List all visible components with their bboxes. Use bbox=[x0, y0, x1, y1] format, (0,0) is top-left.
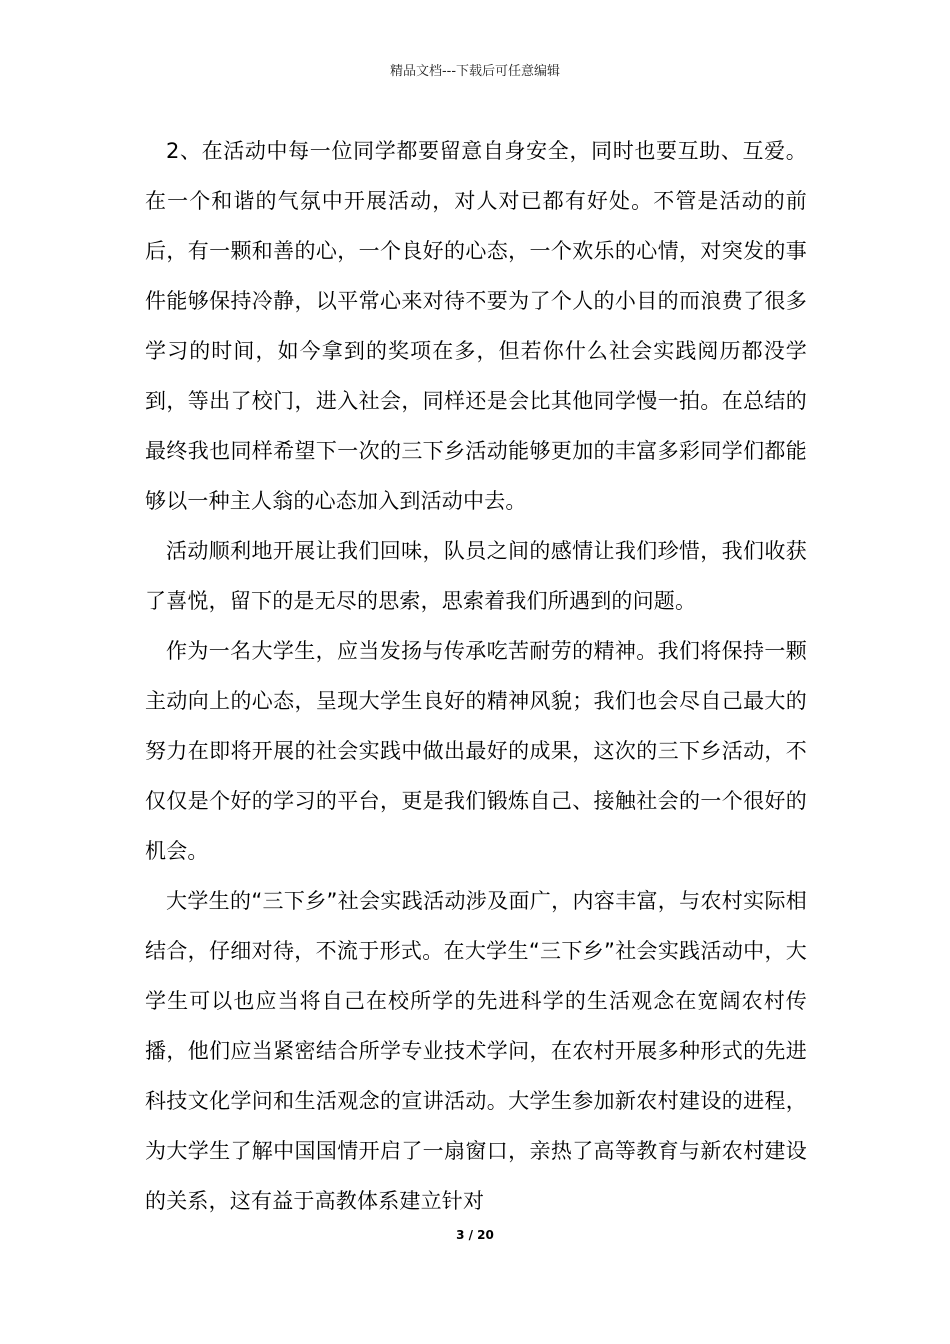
paragraph-practice: 大学生的“三下乡”社会实践活动涉及面广，内容丰富，与农村实际相结合，仔细对待，不流于形式。在大学生“三下乡”社会实践活动中，大学生可以也应当将自己在校所学的先进科学的生活观念在宽阔农村传播，他们应当紧密结合所学专业技术学问，在农村开展多种形式的先进科技文化学问和生活观念的宣讲活动。大学生参加新农村建设的进程，为大学生了解中国国情开启了一扇窗口，亲热了高等教育与新农村建设的关系，这有益于高教体系建立针对 bbox=[145, 889, 807, 1213]
document-body bbox=[145, 126, 807, 1226]
page-number: 3 / 20 bbox=[456, 1228, 494, 1242]
paragraph-reflection: 活动顺利地开展让我们回味，队员之间的感情让我们珍惜，我们收获了喜悦，留下的是无尽的思索，思索着我们所遇到的问题。 bbox=[145, 539, 807, 613]
paragraph-spirit: 作为一名大学生，应当发扬与传承吃苦耐劳的精神。我们将保持一颗主动向上的心态，呈现大学生良好的精神风貌；我们也会尽自己最大的努力在即将开展的社会实践中做出最好的成果，这次的三下乡活动，不仅仅是个好的学习的平台，更是我们锻炼自己、接触社会的一个很好的机会。 bbox=[145, 639, 807, 863]
paragraph-safety: 2、在活动中每一位同学都要留意自身安全，同时也要互助、互爱。在一个和谐的气氛中开展活动，对人对已都有好处。不管是活动的前后，有一颗和善的心，一个良好的心态，一个欢乐的心情，对突发的事件能够保持冷静，以平常心来对待不要为了个人的小目的而浪费了很多学习的时间，如今拿到的奖项在多，但若你什么社会实践阅历都没学到，等出了校门，进入社会，同样还是会比其他同学慢一拍。在总结的最终我也同样希望下一次的三下乡活动能够更加的丰富多彩同学们都能够以一种主人翁的心态加入到活动中去。 bbox=[145, 139, 807, 513]
page-header: 精品文档---下载后可任意编辑 bbox=[389, 64, 561, 79]
